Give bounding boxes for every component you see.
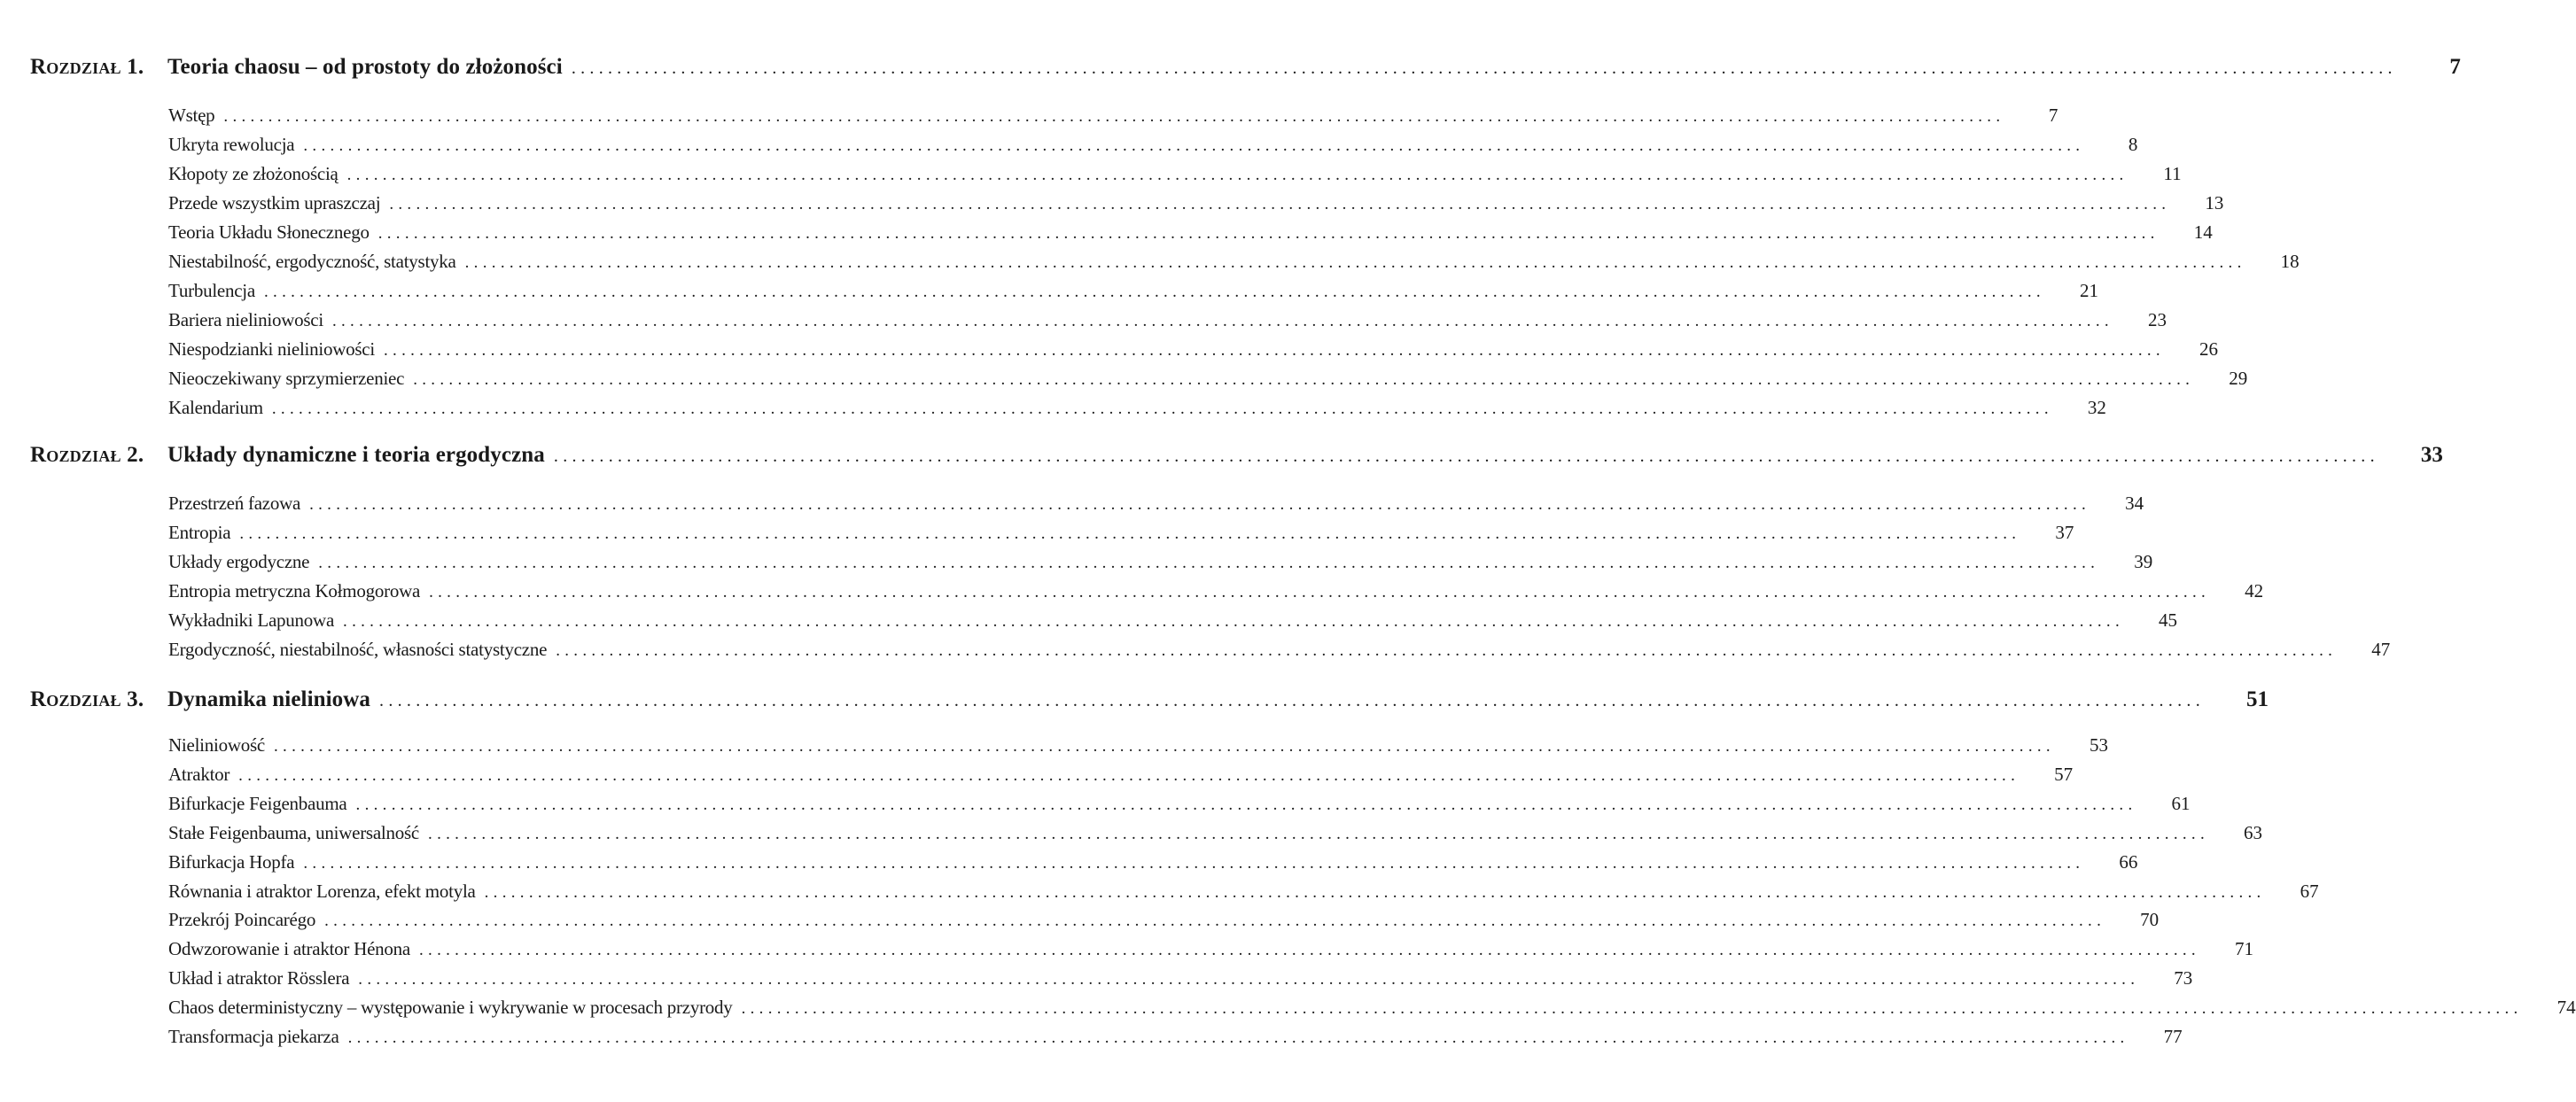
toc-entry[interactable]	[168, 134, 2138, 160]
entry-page: 39	[2134, 551, 2153, 572]
toc-entry[interactable]	[168, 967, 2193, 994]
entry-page: 66	[2119, 851, 2138, 873]
toc-entry[interactable]	[168, 368, 2248, 394]
dot-leader: ........................................................................................................................................................................................................	[343, 612, 2125, 631]
entry-page: 11	[2163, 163, 2182, 184]
toc-entry[interactable]	[168, 338, 2218, 365]
entry-page: 77	[2163, 1026, 2183, 1047]
entry-title: Układ i atraktor Rösslera	[168, 967, 350, 989]
dot-leader: ........................................................................................................................................................................................................	[413, 370, 2195, 389]
chapter-number: 2.	[127, 443, 144, 467]
entry-page: 13	[2205, 192, 2224, 213]
dot-leader: ........................................................................................................................................................................................................	[484, 883, 2266, 902]
entry-page: 53	[2089, 734, 2108, 756]
entry-title: Wstęp	[168, 105, 215, 126]
chapter-title: Teoria chaosu – od prostoty do złożoności	[167, 55, 563, 79]
entry-title: Entropia metryczna Kołmogorowa	[168, 580, 421, 601]
entry-title: Atraktor	[168, 764, 230, 785]
toc-entry[interactable]	[168, 639, 2391, 665]
chapter-heading[interactable]	[30, 443, 2443, 473]
entry-page: 26	[2199, 338, 2218, 360]
entry-title: Ergodyczność, niestabilność, własności statystyczne	[168, 639, 548, 660]
dot-leader: ........................................................................................................................................................................................................	[273, 737, 2055, 756]
dot-leader: ........................................................................................................................................................................................................	[428, 825, 2210, 843]
dot-leader: ........................................................................................................................................................................................................	[223, 107, 2005, 126]
toc-entry[interactable]	[168, 851, 2138, 878]
chapter-title: Dynamika nieliniowa	[167, 687, 371, 711]
dot-leader: ........................................................................................................................................................................................................	[303, 854, 2085, 873]
chapter-page: 51	[2246, 687, 2269, 711]
entry-title: Bifurkacje Feigenbauma	[168, 793, 347, 814]
toc-entry[interactable]	[168, 580, 2264, 607]
dot-leader: ........................................................................................................................................................................................................	[429, 583, 2211, 601]
entry-title: Teoria Układu Słonecznego	[168, 221, 370, 243]
entry-page: 14	[2193, 221, 2213, 243]
entry-page: 32	[2087, 397, 2106, 418]
toc-entry[interactable]	[168, 105, 2058, 131]
entry-title: Kalendarium	[168, 397, 263, 418]
dot-leader: ........................................................................................................................................................................................................	[464, 253, 2246, 272]
entry-page: 47	[2371, 639, 2391, 660]
entry-title: Nieoczekiwany sprzymierzeniec	[168, 368, 405, 389]
entry-page: 71	[2234, 938, 2253, 959]
chapter-heading[interactable]	[30, 55, 2461, 85]
toc-entry[interactable]	[168, 309, 2167, 336]
toc-entry[interactable]	[168, 909, 2160, 935]
entry-page: 42	[2245, 580, 2264, 601]
toc-entry[interactable]	[168, 251, 2300, 277]
toc-entry[interactable]	[168, 881, 2319, 907]
entry-page: 34	[2125, 493, 2144, 514]
chapter-label	[30, 443, 167, 468]
dot-leader: ........................................................................................................................................................................................................	[741, 999, 2523, 1018]
dot-leader: ........................................................................................................................................................................................................	[553, 446, 2379, 466]
chapter-label-prefix: Rozdział	[30, 443, 121, 467]
dot-leader: ........................................................................................................................................................................................................	[239, 524, 2021, 543]
entry-title: Równania i atraktor Lorenza, efekt motyla	[168, 881, 476, 902]
chapter-number: 1.	[127, 55, 144, 79]
entry-title: Transformacja piekarza	[168, 1026, 339, 1047]
entry-page: 70	[2140, 909, 2160, 930]
entry-title: Entropia	[168, 522, 231, 543]
toc-entry[interactable]	[168, 793, 2191, 819]
dot-leader: ........................................................................................................................................................................................................	[418, 941, 2200, 959]
dot-leader: ........................................................................................................................................................................................................	[377, 224, 2160, 243]
entry-page: 37	[2055, 522, 2074, 543]
entry-page: 63	[2244, 822, 2263, 843]
toc-entry[interactable]	[168, 997, 2576, 1023]
entry-page: 8	[2128, 134, 2138, 155]
toc-entry[interactable]	[168, 938, 2253, 965]
dot-leader: ........................................................................................................................................................................................................	[309, 495, 2091, 514]
entry-title: Niestabilność, ergodyczność, statystyka	[168, 251, 456, 272]
entry-title: Nieliniowość	[168, 734, 265, 756]
entry-title: Wykładniki Lapunowa	[168, 609, 335, 631]
toc-entry[interactable]	[168, 493, 2144, 519]
chapter-label-prefix: Rozdział	[30, 687, 121, 711]
entry-page: 74	[2557, 997, 2576, 1018]
toc-entry[interactable]	[168, 764, 2074, 790]
dot-leader: ........................................................................................................................................................................................................	[347, 1028, 2129, 1047]
chapter-label	[30, 687, 167, 712]
dot-leader: ........................................................................................................................................................................................................	[331, 312, 2113, 330]
toc-entry[interactable]	[168, 221, 2213, 248]
entry-page: 21	[2079, 280, 2098, 301]
entry-title: Turbulencja	[168, 280, 255, 301]
chapter-heading[interactable]	[30, 687, 2269, 718]
dot-leader: ........................................................................................................................................................................................................	[271, 400, 2053, 418]
entry-title: Ukryta rewolucja	[168, 134, 295, 155]
entry-title: Układy ergodyczne	[168, 551, 310, 572]
toc-entry[interactable]	[168, 192, 2224, 219]
entry-title: Bifurkacja Hopfa	[168, 851, 295, 873]
dot-leader: ........................................................................................................................................................................................................	[318, 554, 2100, 572]
dot-leader: ........................................................................................................................................................................................................	[324, 912, 2106, 930]
entry-page: 7	[2048, 105, 2058, 126]
entry-page: 61	[2171, 793, 2191, 814]
entry-title: Przestrzeń fazowa	[168, 493, 301, 514]
dot-leader: ........................................................................................................................................................................................................	[383, 341, 2165, 360]
dot-leader: ........................................................................................................................................................................................................	[389, 195, 2171, 213]
entry-title: Bariera nieliniowości	[168, 309, 323, 330]
dot-leader: ........................................................................................................................................................................................................	[263, 283, 2045, 301]
toc-entry[interactable]	[168, 280, 2098, 307]
toc-entry[interactable]	[168, 609, 2178, 636]
toc-entry[interactable]	[168, 397, 2106, 423]
entry-title: Przede wszystkim upraszczaj	[168, 192, 381, 213]
entry-page: 29	[2229, 368, 2248, 389]
toc-entry[interactable]	[168, 1026, 2183, 1052]
entry-title: Stałe Feigenbauma, uniwersalność	[168, 822, 420, 843]
dot-leader: ........................................................................................................................................................................................................	[355, 795, 2137, 814]
entry-page: 23	[2147, 309, 2167, 330]
chapter-page: 7	[2449, 55, 2461, 79]
chapter-label-prefix: Rozdział	[30, 55, 121, 79]
entry-page: 57	[2054, 764, 2074, 785]
entry-title: Chaos deterministyczny – występowanie i wykrywanie w procesach przyrody	[168, 997, 733, 1018]
dot-leader: ........................................................................................................................................................................................................	[379, 691, 2206, 710]
dot-leader: ........................................................................................................................................................................................................	[238, 766, 2020, 785]
toc-entry[interactable]	[168, 822, 2263, 849]
entry-title: Przekrój Poincarégo	[168, 909, 316, 930]
entry-title: Odwzorowanie i atraktor Hénona	[168, 938, 410, 959]
dot-leader: ........................................................................................................................................................................................................	[303, 136, 2085, 155]
toc-entry[interactable]	[168, 163, 2182, 190]
dot-leader: ........................................................................................................................................................................................................	[556, 641, 2338, 660]
chapter-page: 33	[2420, 443, 2443, 467]
entry-page: 18	[2280, 251, 2300, 272]
entry-page: 45	[2159, 609, 2178, 631]
dot-leader: ........................................................................................................................................................................................................	[571, 58, 2397, 78]
entry-title: Niespodzianki nieliniowości	[168, 338, 375, 360]
dot-leader: ........................................................................................................................................................................................................	[346, 166, 2129, 184]
chapter-number: 3.	[127, 687, 144, 711]
entry-page: 73	[2174, 967, 2193, 989]
entry-title: Kłopoty ze złożonością	[168, 163, 339, 184]
toc-entry[interactable]	[168, 522, 2074, 548]
toc-entry[interactable]	[168, 551, 2153, 578]
toc-entry[interactable]	[168, 734, 2108, 761]
dot-leader: ........................................................................................................................................................................................................	[358, 970, 2140, 989]
entry-page: 67	[2300, 881, 2319, 902]
chapter-title: Układy dynamiczne i teoria ergodyczna	[167, 443, 545, 467]
chapter-label	[30, 55, 167, 80]
